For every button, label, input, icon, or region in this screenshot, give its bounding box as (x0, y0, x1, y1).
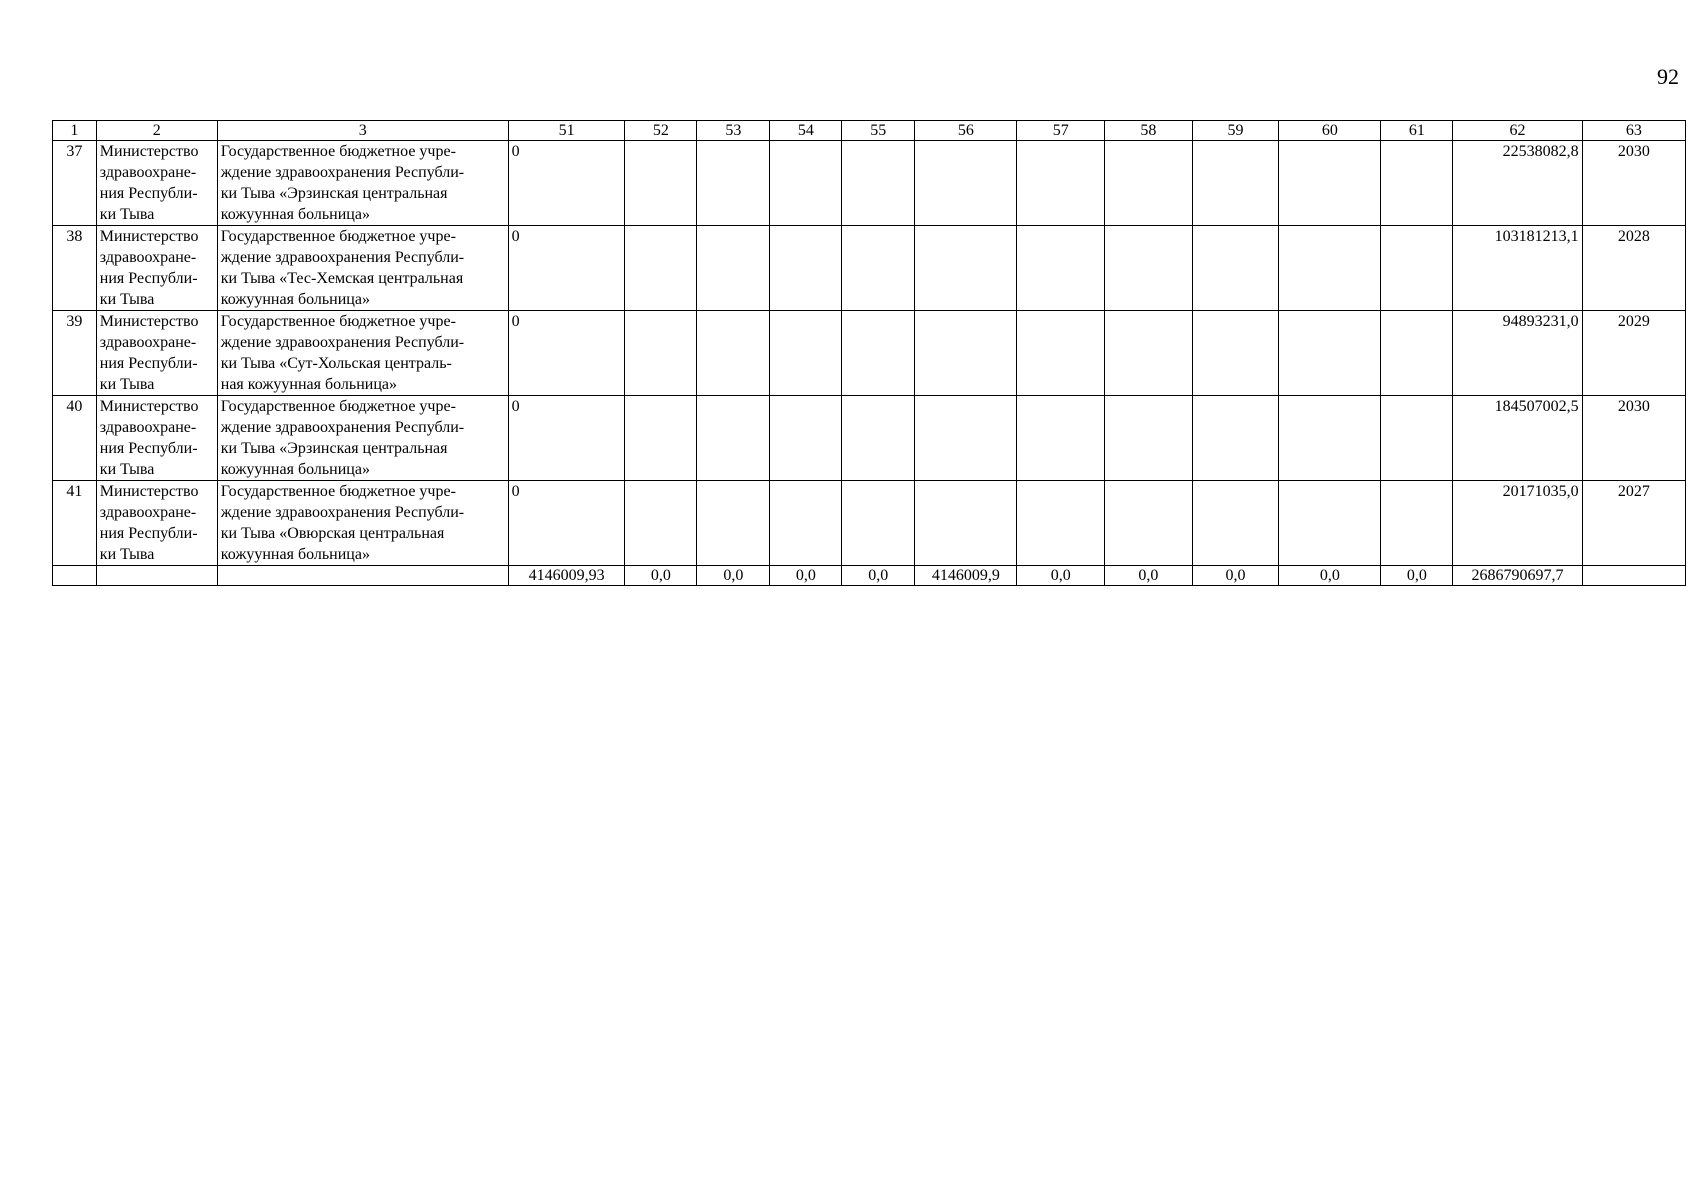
total-cell-62: 2686790697,7 (1453, 566, 1582, 586)
cell-62: 20171035,0 (1453, 481, 1582, 566)
institution-cell (217, 226, 508, 311)
total-cell-60: 0,0 (1279, 566, 1381, 586)
ministry-cell (96, 226, 217, 311)
page-number: 92 (1657, 64, 1679, 89)
institution-line: кожуунная больница» (220, 206, 370, 223)
column-header: 2 (96, 121, 217, 141)
cell-54 (770, 396, 842, 481)
ministry-line: ния Республи- (99, 525, 198, 542)
cell-54 (770, 226, 842, 311)
cell-61 (1381, 396, 1453, 481)
institution-line: ждение здравоохранения Республи- (220, 164, 465, 181)
column-header: 63 (1582, 121, 1685, 141)
column-header: 54 (770, 121, 842, 141)
institution-cell (217, 396, 508, 481)
ministry-line: Министерство (99, 313, 199, 330)
ministry-line: здравоохране- (99, 419, 197, 436)
cell-51: 0 (508, 226, 625, 311)
institution-line: кожуунная больница» (220, 461, 370, 478)
cell-60 (1279, 481, 1381, 566)
row-number: 40 (53, 396, 97, 481)
total-cell-59: 0,0 (1192, 566, 1279, 586)
ministry-line: здравоохране- (99, 164, 197, 181)
table-row (53, 226, 1686, 311)
cell-57 (1017, 396, 1105, 481)
institution-line: Государственное бюджетное учре- (220, 143, 456, 160)
column-header: 62 (1453, 121, 1582, 141)
cell-59 (1192, 481, 1279, 566)
cell-62: 184507002,5 (1453, 396, 1582, 481)
institution-line: Государственное бюджетное учре- (220, 398, 456, 415)
cell-59 (1192, 396, 1279, 481)
column-header: 53 (697, 121, 770, 141)
total-cell-61: 0,0 (1381, 566, 1453, 586)
cell-62: 22538082,8 (1453, 141, 1582, 226)
data-table (52, 120, 1686, 586)
cell-63: 2028 (1582, 226, 1685, 311)
cell-51: 0 (508, 141, 625, 226)
row-number: 38 (53, 226, 97, 311)
ministry-cell (96, 396, 217, 481)
cell-52 (625, 141, 697, 226)
cell-59 (1192, 141, 1279, 226)
column-header: 60 (1279, 121, 1381, 141)
table-row (53, 141, 1686, 226)
ministry-line: ки Тыва (99, 376, 155, 393)
cell-52 (625, 396, 697, 481)
institution-cell (217, 141, 508, 226)
institution-line: кожуунная больница» (220, 291, 370, 308)
ministry-line: Министерство (99, 143, 199, 160)
cell-56 (915, 311, 1017, 396)
row-number: 37 (53, 141, 97, 226)
cell-59 (1192, 226, 1279, 311)
cell-61 (1381, 481, 1453, 566)
total-cell-2 (96, 566, 217, 586)
ministry-line: ния Республи- (99, 355, 198, 372)
total-cell-56: 4146009,9 (915, 566, 1017, 586)
cell-58 (1105, 141, 1193, 226)
total-cell-51: 4146009,93 (508, 566, 625, 586)
institution-line: ки Тыва «Сут-Хольская централь- (220, 355, 452, 372)
ministry-line: здравоохране- (99, 334, 197, 351)
ministry-line: ки Тыва (99, 461, 155, 478)
cell-53 (697, 141, 770, 226)
cell-59 (1192, 311, 1279, 396)
table-header-row (53, 121, 1686, 141)
institution-line: ждение здравоохранения Республи- (220, 249, 465, 266)
institution-cell (217, 311, 508, 396)
cell-53 (697, 481, 770, 566)
cell-55 (842, 226, 915, 311)
ministry-line: Министерство (99, 228, 199, 245)
institution-line: Государственное бюджетное учре- (220, 483, 456, 500)
ministry-cell (96, 481, 217, 566)
total-cell-57: 0,0 (1017, 566, 1105, 586)
cell-54 (770, 481, 842, 566)
column-header: 56 (915, 121, 1017, 141)
table-row (53, 311, 1686, 396)
institution-line: ная кожуунная больница» (220, 376, 397, 393)
cell-56 (915, 481, 1017, 566)
cell-51: 0 (508, 481, 625, 566)
cell-60 (1279, 396, 1381, 481)
cell-62: 94893231,0 (1453, 311, 1582, 396)
ministry-line: ния Республи- (99, 185, 198, 202)
cell-61 (1381, 226, 1453, 311)
total-cell-1 (53, 566, 97, 586)
institution-line: ждение здравоохранения Республи- (220, 419, 465, 436)
row-number: 41 (53, 481, 97, 566)
total-cell-63 (1582, 566, 1685, 586)
cell-54 (770, 141, 842, 226)
cell-56 (915, 396, 1017, 481)
ministry-line: Министерство (99, 483, 199, 500)
ministry-cell (96, 311, 217, 396)
cell-60 (1279, 141, 1381, 226)
institution-line: ки Тыва «Эрзинская центральная (220, 185, 448, 202)
cell-51: 0 (508, 311, 625, 396)
ministry-line: ки Тыва (99, 291, 155, 308)
cell-52 (625, 226, 697, 311)
institution-line: ки Тыва «Овюрская центральная (220, 525, 445, 542)
cell-55 (842, 311, 915, 396)
cell-58 (1105, 396, 1193, 481)
total-cell-52: 0,0 (625, 566, 697, 586)
cell-52 (625, 311, 697, 396)
total-cell-55: 0,0 (842, 566, 915, 586)
cell-53 (697, 226, 770, 311)
total-cell-3 (217, 566, 508, 586)
total-cell-58: 0,0 (1105, 566, 1193, 586)
cell-56 (915, 141, 1017, 226)
cell-55 (842, 141, 915, 226)
column-header: 57 (1017, 121, 1105, 141)
cell-54 (770, 311, 842, 396)
ministry-line: ния Республи- (99, 440, 198, 457)
cell-57 (1017, 141, 1105, 226)
ministry-line: здравоохране- (99, 504, 197, 521)
cell-56 (915, 226, 1017, 311)
cell-57 (1017, 481, 1105, 566)
institution-cell (217, 481, 508, 566)
institution-line: ждение здравоохранения Республи- (220, 504, 465, 521)
column-header: 1 (53, 121, 97, 141)
cell-53 (697, 396, 770, 481)
cell-57 (1017, 226, 1105, 311)
ministry-line: ки Тыва (99, 546, 155, 563)
cell-53 (697, 311, 770, 396)
institution-line: ждение здравоохранения Республи- (220, 334, 465, 351)
ministry-line: ния Республи- (99, 270, 198, 287)
cell-51: 0 (508, 396, 625, 481)
institution-line: Государственное бюджетное учре- (220, 313, 456, 330)
ministry-line: здравоохране- (99, 249, 197, 266)
total-row (53, 566, 1686, 586)
column-header: 51 (508, 121, 625, 141)
cell-63: 2030 (1582, 396, 1685, 481)
cell-58 (1105, 311, 1193, 396)
cell-62: 103181213,1 (1453, 226, 1582, 311)
institution-line: ки Тыва «Тес-Хемская центральная (220, 270, 464, 287)
cell-60 (1279, 226, 1381, 311)
column-header: 55 (842, 121, 915, 141)
table-row (53, 481, 1686, 566)
cell-58 (1105, 226, 1193, 311)
column-header: 61 (1381, 121, 1453, 141)
institution-line: Государственное бюджетное учре- (220, 228, 456, 245)
cell-60 (1279, 311, 1381, 396)
cell-61 (1381, 141, 1453, 226)
column-header: 58 (1105, 121, 1193, 141)
cell-58 (1105, 481, 1193, 566)
ministry-line: Министерство (99, 398, 199, 415)
cell-61 (1381, 311, 1453, 396)
cell-55 (842, 481, 915, 566)
institution-line: ки Тыва «Эрзинская центральная (220, 440, 448, 457)
cell-52 (625, 481, 697, 566)
column-header: 3 (217, 121, 508, 141)
total-cell-53: 0,0 (697, 566, 770, 586)
table-row (53, 396, 1686, 481)
column-header: 52 (625, 121, 697, 141)
row-number: 39 (53, 311, 97, 396)
cell-63: 2029 (1582, 311, 1685, 396)
cell-63: 2027 (1582, 481, 1685, 566)
cell-57 (1017, 311, 1105, 396)
ministry-line: ки Тыва (99, 206, 155, 223)
institution-line: кожуунная больница» (220, 546, 370, 563)
column-header: 59 (1192, 121, 1279, 141)
cell-55 (842, 396, 915, 481)
total-cell-54: 0,0 (770, 566, 842, 586)
ministry-cell (96, 141, 217, 226)
cell-63: 2030 (1582, 141, 1685, 226)
